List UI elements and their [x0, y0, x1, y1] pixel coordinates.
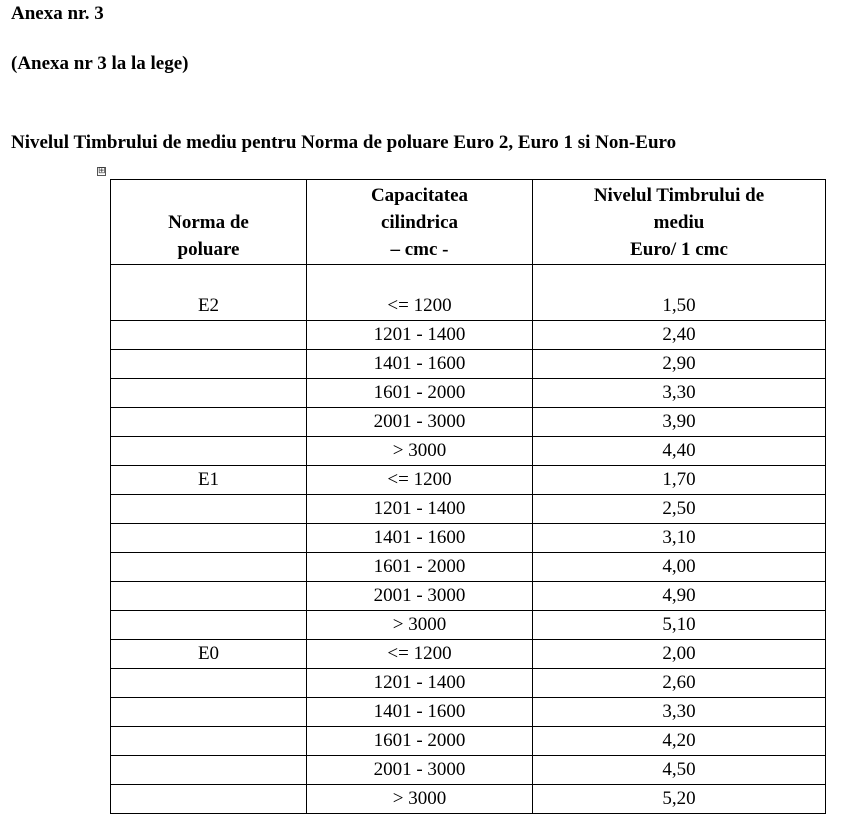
cell-norma: E0	[111, 640, 307, 669]
cell-capacitate: 1401 - 1600	[307, 698, 533, 727]
cell-norma	[111, 669, 307, 698]
table-header-row	[111, 180, 826, 265]
environmental-stamp-table	[110, 179, 826, 814]
cell-norma	[111, 524, 307, 553]
cell-nivel: 4,40	[533, 437, 826, 466]
table-row	[111, 582, 826, 611]
cell-norma	[111, 408, 307, 437]
cell-norma	[111, 495, 307, 524]
table-row	[111, 756, 826, 785]
cell-capacitate: 2001 - 3000	[307, 582, 533, 611]
cell-capacitate: <= 1200	[307, 640, 533, 669]
cell-capacitate: 1201 - 1400	[307, 321, 533, 350]
table-row	[111, 379, 826, 408]
cell-norma	[111, 553, 307, 582]
table-row	[111, 321, 826, 350]
cell-capacitate: 1601 - 2000	[307, 553, 533, 582]
header-nivelul-timbrului	[533, 180, 826, 265]
cell-capacitate: > 3000	[307, 611, 533, 640]
cell-capacitate: > 3000	[307, 437, 533, 466]
cell-nivel: 2,50	[533, 495, 826, 524]
cell-norma	[111, 321, 307, 350]
cell-nivel: 5,10	[533, 611, 826, 640]
cell-nivel: 2,40	[533, 321, 826, 350]
header-nivel-line: mediu	[653, 212, 705, 233]
header-capacitate-line: – cmc -	[390, 239, 449, 260]
cell-nivel: 1,70	[533, 466, 826, 495]
table-body	[111, 265, 826, 814]
cell-nivel: 2,00	[533, 640, 826, 669]
cell-nivel: 5,20	[533, 785, 826, 814]
table-row	[111, 350, 826, 379]
cell-capacitate: > 3000	[307, 785, 533, 814]
cell-nivel: 3,30	[533, 698, 826, 727]
cell-norma	[111, 350, 307, 379]
header-nivel-line: Nivelul Timbrului de	[593, 185, 765, 206]
header-norma-line: Norma de	[168, 212, 249, 233]
cell-nivel: 1,50	[533, 265, 826, 321]
table-title: Nivelul Timbrului de mediu pentru Norma de poluare Euro 2, Euro 1 si Non-Euro	[11, 132, 677, 153]
cell-nivel: 4,00	[533, 553, 826, 582]
table-row	[111, 785, 826, 814]
annex-heading: Anexa nr. 3	[11, 3, 104, 24]
cell-norma	[111, 727, 307, 756]
cell-norma	[111, 437, 307, 466]
cell-norma	[111, 785, 307, 814]
header-capacitate-line: cilindrica	[380, 212, 459, 233]
table-row	[111, 437, 826, 466]
cell-capacitate: 1201 - 1400	[307, 495, 533, 524]
cell-norma	[111, 756, 307, 785]
cell-nivel: 4,50	[533, 756, 826, 785]
cell-capacitate: 2001 - 3000	[307, 408, 533, 437]
cell-capacitate: <= 1200	[307, 265, 533, 321]
cell-norma: E1	[111, 466, 307, 495]
cell-nivel: 3,10	[533, 524, 826, 553]
table-row	[111, 495, 826, 524]
header-norma-line: poluare	[177, 239, 240, 260]
cell-capacitate: 2001 - 3000	[307, 756, 533, 785]
cell-nivel: 4,20	[533, 727, 826, 756]
annex-subtitle: (Anexa nr 3 la la lege)	[11, 53, 189, 74]
cell-capacitate: 1201 - 1400	[307, 669, 533, 698]
table-row	[111, 727, 826, 756]
cell-norma	[111, 698, 307, 727]
cell-capacitate: 1401 - 1600	[307, 524, 533, 553]
cell-norma	[111, 582, 307, 611]
cell-nivel: 2,60	[533, 669, 826, 698]
table-row	[111, 611, 826, 640]
table-row	[111, 466, 826, 495]
cell-nivel: 3,30	[533, 379, 826, 408]
table-row	[111, 698, 826, 727]
cell-nivel: 4,90	[533, 582, 826, 611]
cell-norma	[111, 611, 307, 640]
cell-norma	[111, 379, 307, 408]
cell-capacitate: 1601 - 2000	[307, 379, 533, 408]
table-row	[111, 553, 826, 582]
cell-nivel: 2,90	[533, 350, 826, 379]
cell-nivel: 3,90	[533, 408, 826, 437]
table-row	[111, 669, 826, 698]
header-capacitatea-cilindrica	[307, 180, 533, 265]
header-capacitate-line: Capacitatea	[370, 185, 469, 206]
cell-capacitate: 1601 - 2000	[307, 727, 533, 756]
cell-norma: E2	[111, 265, 307, 321]
cell-capacitate: 1401 - 1600	[307, 350, 533, 379]
table-row	[111, 408, 826, 437]
table-move-handle-icon[interactable]: ⊞	[98, 166, 106, 176]
table-row	[111, 265, 826, 321]
header-norma-de-poluare	[111, 180, 307, 265]
cell-capacitate: <= 1200	[307, 466, 533, 495]
header-nivel-line: Euro/ 1 cmc	[630, 239, 728, 260]
table-row	[111, 640, 826, 669]
table-row	[111, 524, 826, 553]
